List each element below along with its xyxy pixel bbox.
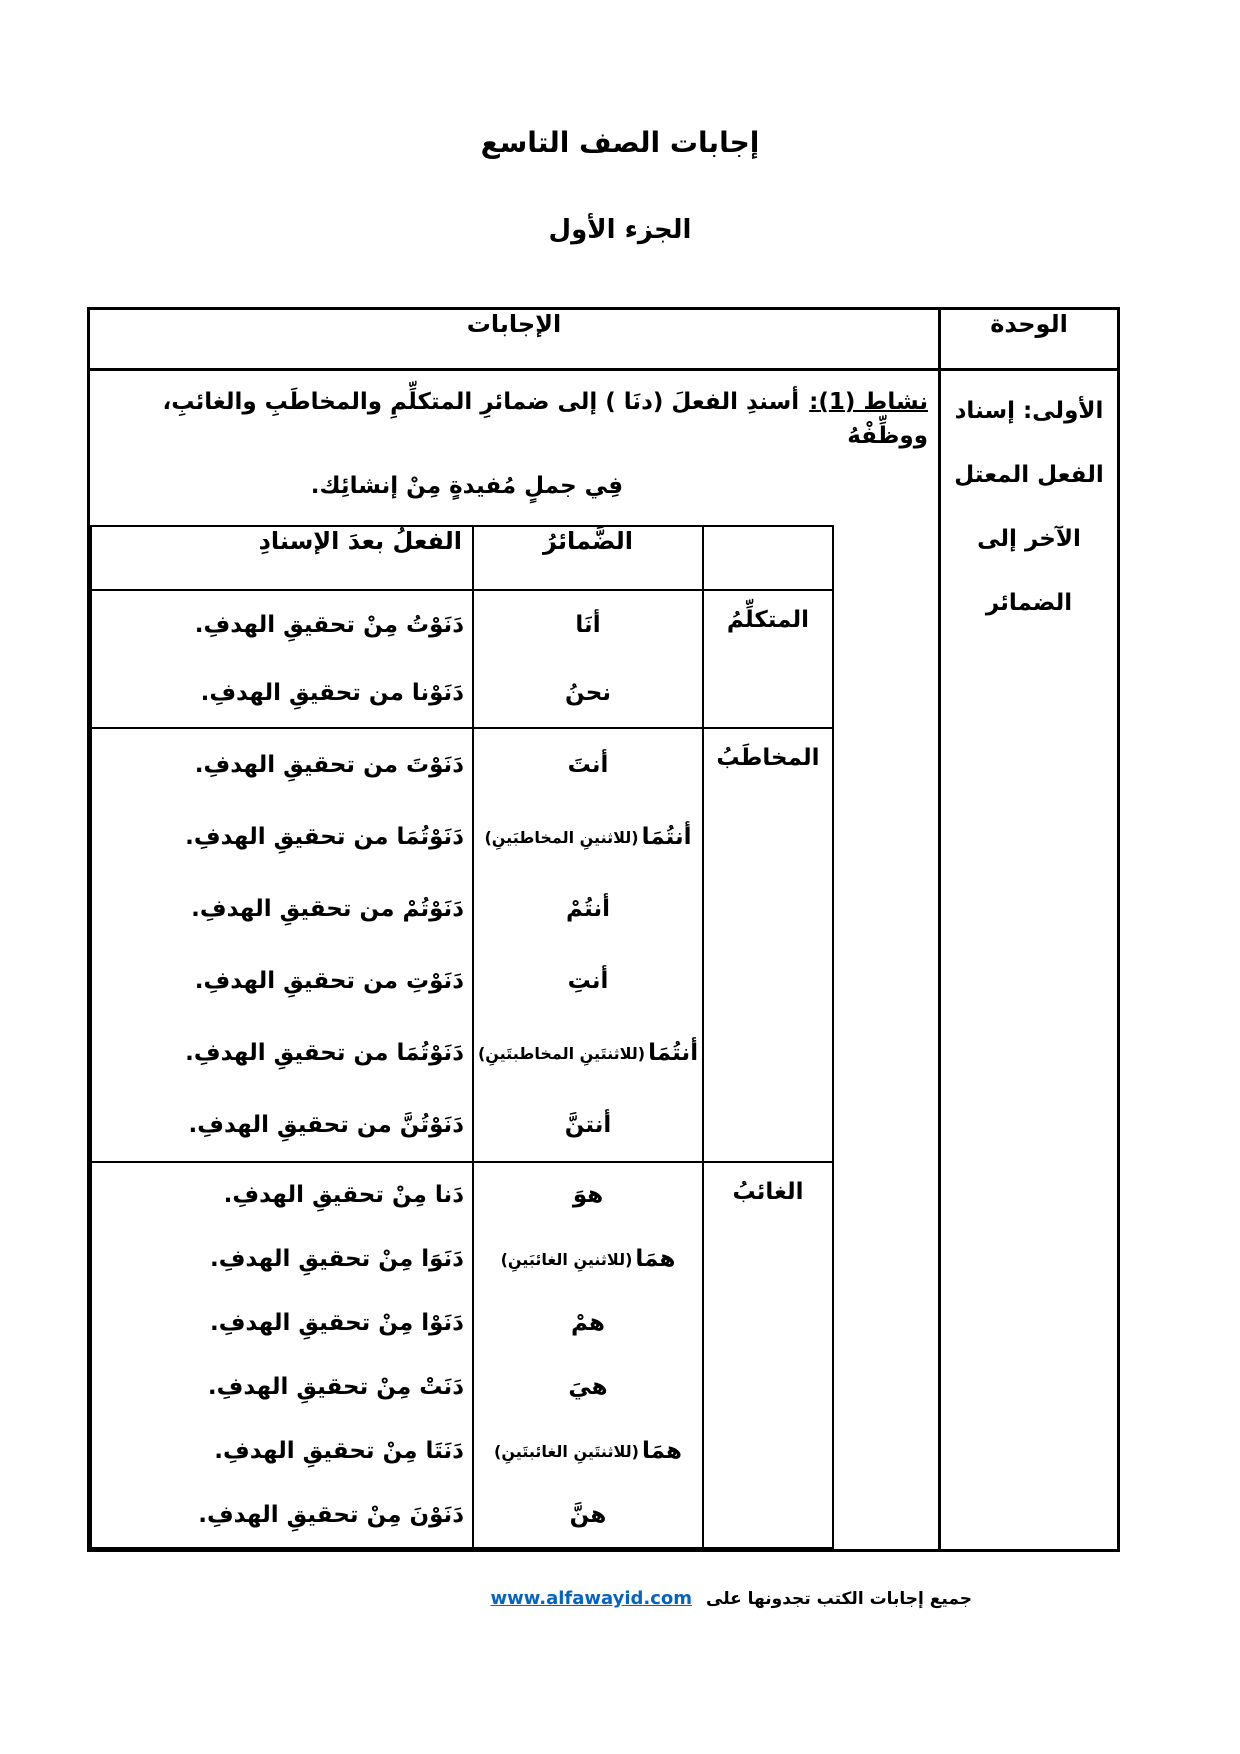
pronoun-cell: أنتَ bbox=[567, 752, 609, 778]
pronoun-cell: أنتُمَا (للاثنينِ المخاطبَينِ) bbox=[484, 824, 692, 850]
pronoun-cell: أنتُمْ bbox=[566, 896, 610, 922]
pronouns-column-header: الضَّمائرُ bbox=[473, 526, 703, 590]
pronoun-cell: أنَا bbox=[575, 612, 601, 638]
verbs-cell-group bbox=[91, 728, 473, 1162]
answers-table-body-row bbox=[89, 370, 1119, 1551]
verb-after-attribution-cell: دَنَوْتُمَا من تحقيقِ الهدفِ. bbox=[185, 1040, 464, 1066]
answers-cell bbox=[89, 370, 940, 1551]
unit-cell bbox=[940, 370, 1119, 1551]
unit-description-line: الضمائر bbox=[985, 590, 1073, 616]
pronoun-cell: همَا (للاثنينِ الغائبَينِ) bbox=[500, 1246, 676, 1272]
unit-column-header: الوحدة bbox=[940, 309, 1119, 370]
answers-table bbox=[87, 307, 1120, 1552]
pronoun-cell: همْ bbox=[571, 1310, 605, 1336]
pronoun-cell: هنَّ bbox=[569, 1502, 607, 1528]
activity-line-1 bbox=[100, 385, 928, 453]
pronoun-cell: همَا (للاثنتَينِ الغائبتَينِ) bbox=[494, 1438, 682, 1464]
verb-after-attribution-cell: دَنَوْتُمَا من تحقيقِ الهدفِ. bbox=[185, 824, 464, 850]
unit-description-line: الآخر إلى bbox=[977, 526, 1081, 552]
category-label: المتكلِّمُ bbox=[703, 590, 833, 728]
activity-text bbox=[90, 371, 938, 503]
page-footer bbox=[0, 1588, 972, 1609]
verbs-cell-group bbox=[91, 1162, 473, 1548]
answers-column-header: الإجابات bbox=[89, 309, 940, 370]
verb-after-attribution-cell: دَنَوْتِ من تحقيقِ الهدفِ. bbox=[194, 968, 464, 994]
pronoun-cell: أنتنَّ bbox=[564, 1112, 612, 1138]
verb-after-attribution-cell: دَنا مِنْ تحقيقِ الهدفِ. bbox=[223, 1182, 464, 1208]
unit-description-line: الأولى: إسناد bbox=[954, 398, 1104, 424]
verbs-cell-group bbox=[91, 590, 473, 728]
verb-after-attribution-cell: دَنَوْتُنَّ من تحقيقِ الهدفِ. bbox=[188, 1112, 464, 1138]
footer-link[interactable]: www.alfawayid.com bbox=[490, 1588, 693, 1609]
pronouns-cell-group bbox=[473, 590, 703, 728]
verb-after-attribution-cell: دَنَتَا مِنْ تحقيقِ الهدفِ. bbox=[214, 1438, 464, 1464]
verb-after-attribution-cell: دَنَوْتُمْ من تحقيقِ الهدفِ. bbox=[191, 896, 464, 922]
category-label: الغائبُ bbox=[703, 1162, 833, 1548]
verb-after-attribution-cell: دَنَوَا مِنْ تحقيقِ الهدفِ. bbox=[209, 1246, 464, 1272]
conjugation-table bbox=[90, 525, 834, 1549]
activity-line-2: فِي جملٍ مُفيدةٍ مِنْ إنشائِك. bbox=[310, 473, 623, 499]
pronoun-cell: هيَ bbox=[568, 1374, 608, 1400]
pronoun-block-row bbox=[91, 728, 833, 1162]
pronoun-block-row bbox=[91, 590, 833, 728]
pronoun-block-row bbox=[91, 1162, 833, 1548]
activity-instruction: أسندِ الفعلَ (دنَا ) إلى ضمائرِ المتكلِّمِ والمخاطَبِ والغائبِ، ووظِّفْهُ bbox=[162, 389, 928, 449]
verb-after-attribution-cell: دَنَتْ مِنْ تحقيقِ الهدفِ. bbox=[207, 1374, 464, 1400]
verb-after-attribution-cell: دَنَوْنَ مِنْ تحقيقِ الهدفِ. bbox=[198, 1502, 464, 1528]
page-subtitle: الجزء الأول bbox=[548, 215, 692, 245]
pronouns-cell-group bbox=[473, 1162, 703, 1548]
unit-description bbox=[947, 379, 1111, 635]
verb-after-attribution-cell: دَنَوْتَ من تحقيقِ الهدفِ. bbox=[194, 752, 464, 778]
verb-after-attribution-cell: دَنَوْنا من تحقيقِ الهدفِ. bbox=[200, 680, 464, 706]
page-title: إجابات الصف التاسع bbox=[480, 126, 760, 159]
verb-column-header: الفعلُ بعدَ الإسنادِ bbox=[91, 526, 473, 590]
activity-label: نشاط (1): bbox=[809, 389, 928, 415]
category-column-header bbox=[703, 526, 833, 590]
conjugation-table-body bbox=[91, 590, 833, 1548]
conjugation-header-row bbox=[91, 526, 833, 590]
answers-table-header-row bbox=[89, 309, 1119, 370]
pronoun-cell: نحنُ bbox=[565, 680, 611, 706]
footer-text: جميع إجابات الكتب تجدونها على bbox=[706, 1589, 972, 1609]
pronoun-cell: هوَ bbox=[572, 1182, 604, 1208]
unit-description-line: الفعل المعتل bbox=[954, 462, 1104, 488]
pronouns-cell-group bbox=[473, 728, 703, 1162]
pronoun-cell: أنتِ bbox=[567, 968, 609, 994]
verb-after-attribution-cell: دَنَوْتُ مِنْ تحقيقِ الهدفِ. bbox=[194, 612, 464, 638]
category-label: المخاطَبُ bbox=[703, 728, 833, 1162]
pronoun-cell: أنتُمَا (للاثنتَينِ المخاطبتَينِ) bbox=[477, 1040, 699, 1066]
verb-after-attribution-cell: دَنَوْا مِنْ تحقيقِ الهدفِ. bbox=[209, 1310, 464, 1336]
